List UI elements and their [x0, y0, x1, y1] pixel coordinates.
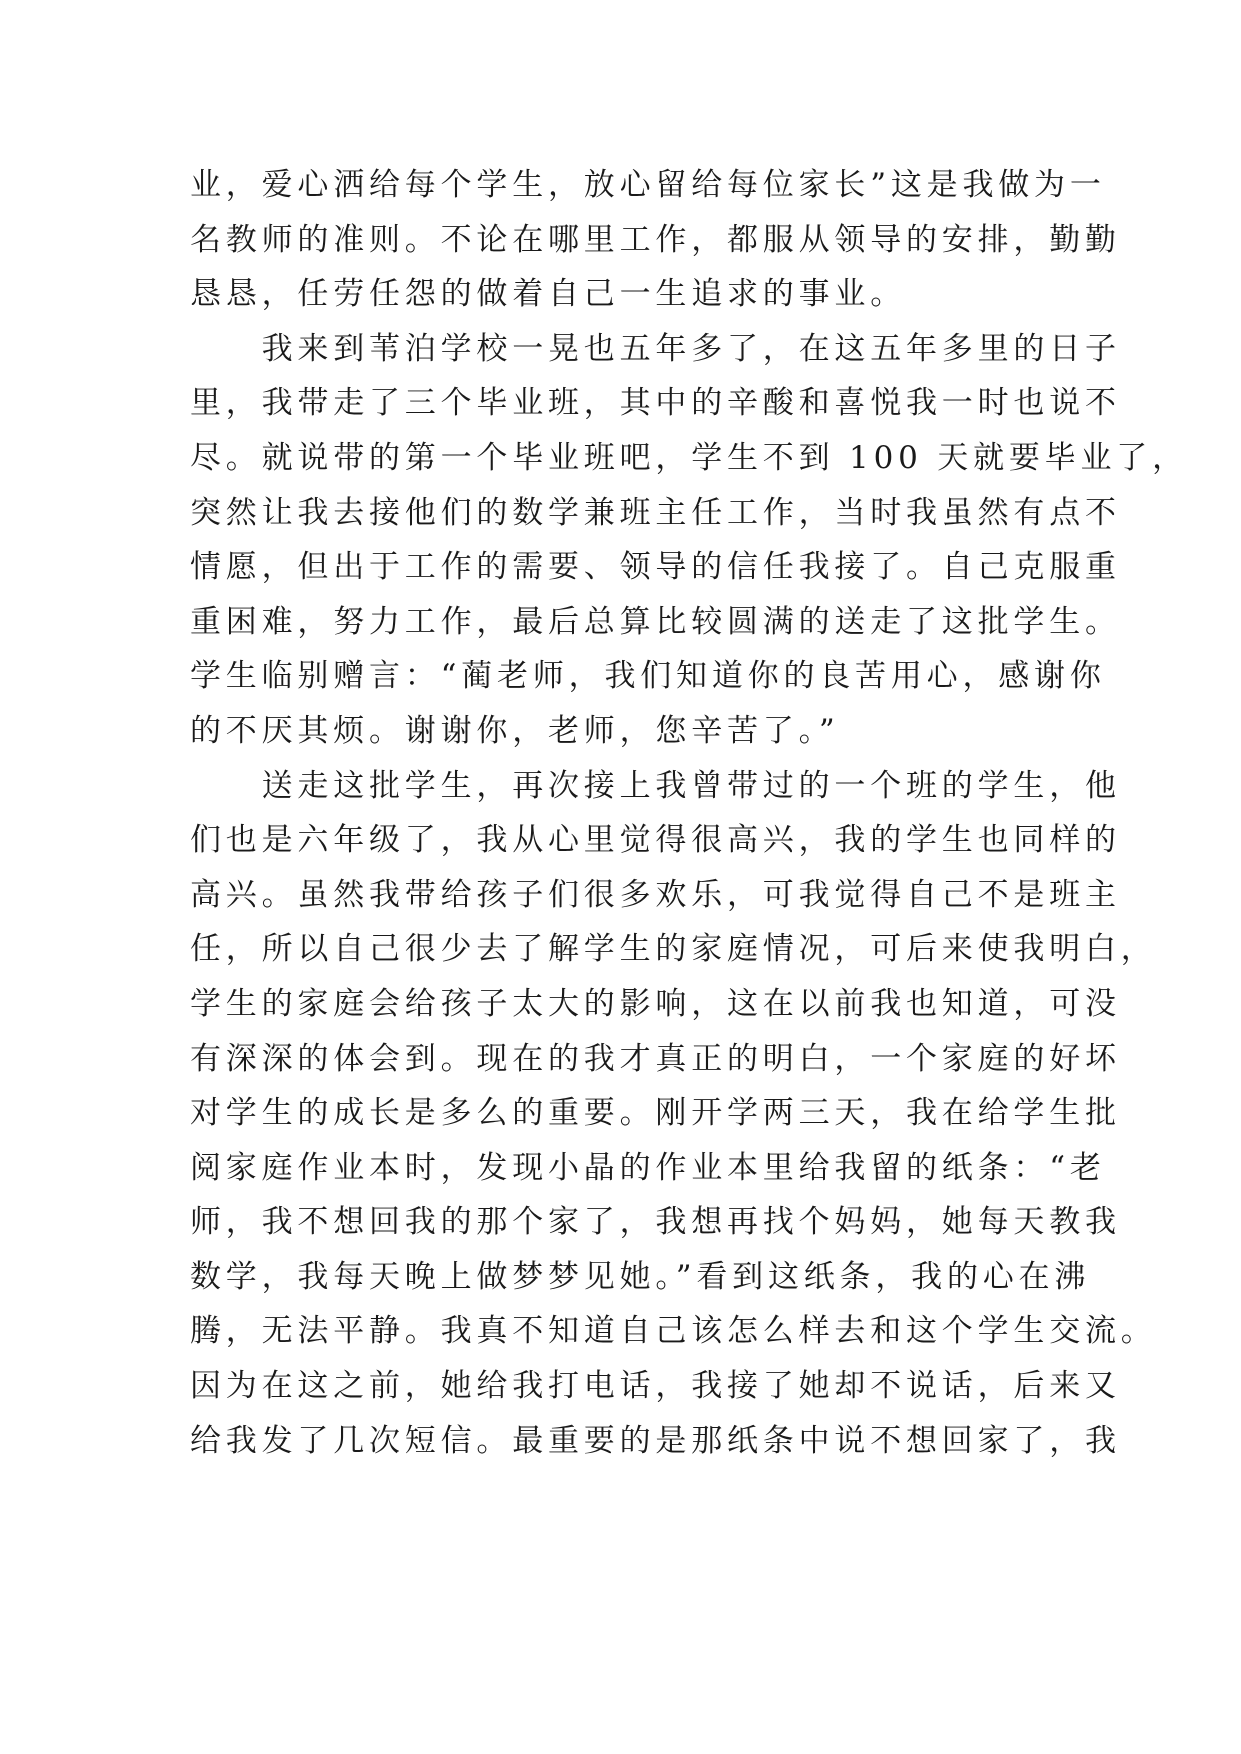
text-line: 师，我不想回我的那个家了，我想再找个妈妈，她每天教我 [190, 1204, 1121, 1241]
text-line: 因为在这之前，她给我打电话，我接了她却不说话，后来又 [190, 1368, 1121, 1405]
text-line: 尽。就说带的第一个毕业班吧，学生不到 100 天就要毕业了， [190, 439, 1188, 476]
text-line: 任，所以自己很少去了解学生的家庭情况，可后来使我明白， [190, 931, 1157, 968]
text-line: 恳恳，任劳任怨的做着自己一生追求的事业。 [190, 276, 906, 313]
text-line: 情愿，但出于工作的需要、领导的信任我接了。自己克服重 [190, 549, 1121, 586]
body-text [190, 158, 1188, 1468]
text-line: 阅家庭作业本时，发现小晶的作业本里给我留的纸条：“老 [190, 1149, 1106, 1186]
text-line: 的不厌其烦。谢谢你，老师，您辛苦了。” [190, 712, 840, 749]
text-line: 高兴。虽然我带给孩子们很多欢乐，可我觉得自己不是班主 [190, 876, 1121, 913]
text-line: 我来到苇泊学校一晃也五年多了，在这五年多里的日子 [190, 330, 1121, 367]
text-line: 有深深的体会到。现在的我才真正的明白，一个家庭的好坏 [190, 1040, 1121, 1077]
text-line: 对学生的成长是多么的重要。刚开学两三天，我在给学生批 [190, 1095, 1121, 1132]
text-line: 名教师的准则。不论在哪里工作，都服从领导的安排，勤勤 [190, 221, 1121, 258]
text-line: 数学，我每天晚上做梦梦见她。”看到这纸条，我的心在沸 [190, 1258, 1091, 1295]
text-line: 送走这批学生，再次接上我曾带过的一个班的学生，他 [190, 767, 1121, 804]
text-line: 给我发了几次短信。最重要的是那纸条中说不想回家了，我 [190, 1422, 1121, 1459]
text-line: 学生临别赠言：“蔺老师，我们知道你的良苦用心，感谢你 [190, 658, 1106, 695]
text-line: 重困难，努力工作，最后总算比较圆满的送走了这批学生。 [190, 603, 1121, 640]
text-line: 里，我带走了三个毕业班，其中的辛酸和喜悦我一时也说不 [190, 385, 1121, 422]
text-line: 们也是六年级了，我从心里觉得很高兴，我的学生也同样的 [190, 822, 1121, 859]
text-line: 腾，无法平静。我真不知道自己该怎么样去和这个学生交流。 [190, 1313, 1157, 1350]
text-line: 突然让我去接他们的数学兼班主任工作，当时我虽然有点不 [190, 494, 1121, 531]
text-line: 学生的家庭会给孩子太大的影响，这在以前我也知道，可没 [190, 985, 1121, 1022]
text-line: 业，爱心洒给每个学生，放心留给每位家长”这是我做为一 [190, 167, 1106, 203]
